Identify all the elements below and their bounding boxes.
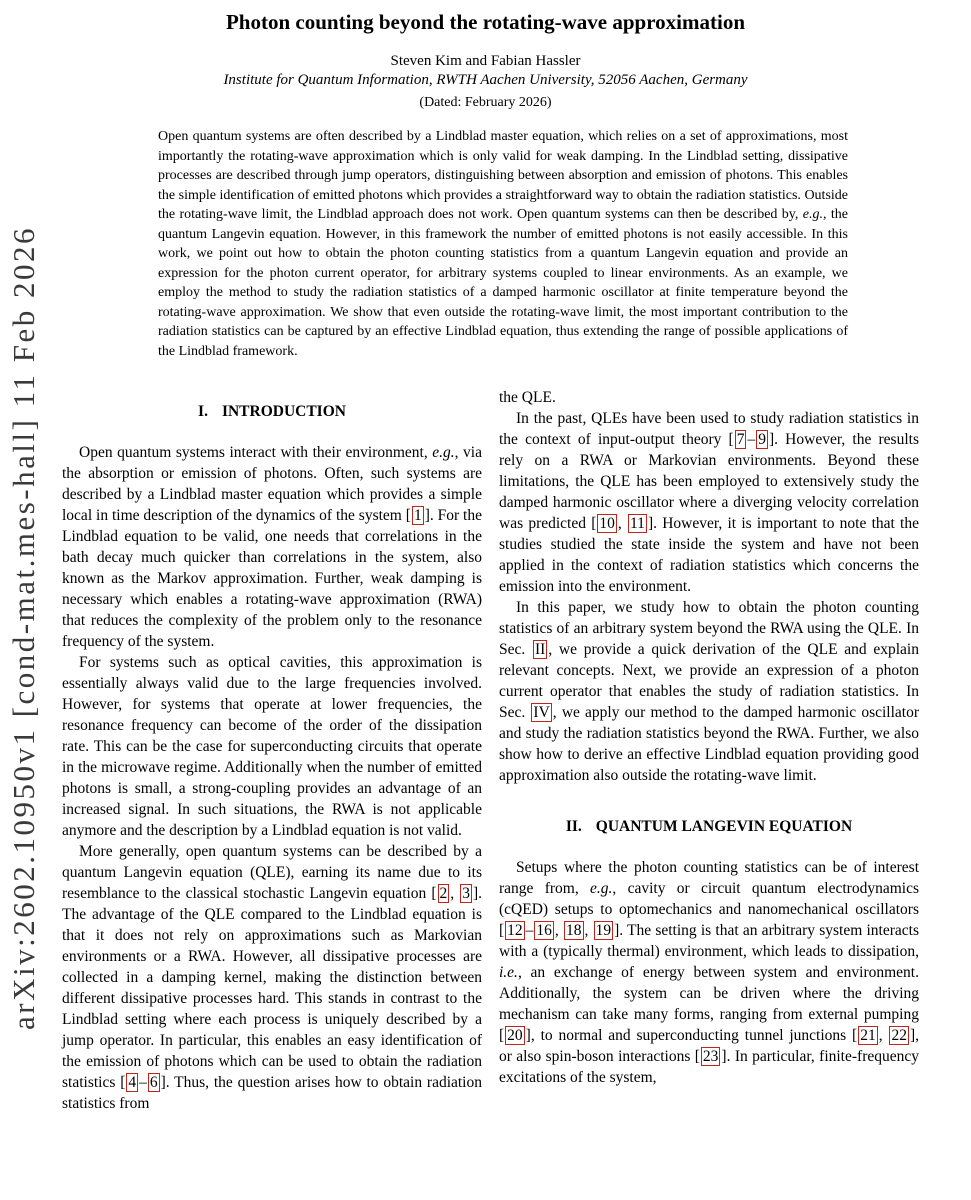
citation-link[interactable]: 3 — [462, 885, 470, 902]
citation-link[interactable]: 2 — [439, 885, 448, 902]
left-column — [62, 387, 482, 1114]
citation-link[interactable]: 16 — [536, 922, 552, 939]
section-title: QUANTUM LANGEVIN EQUATION — [595, 818, 853, 835]
citation-link[interactable]: 19 — [595, 922, 612, 939]
section-ref-link[interactable]: II — [534, 641, 546, 658]
section-number: II. — [565, 818, 582, 835]
citation-link[interactable]: 6 — [149, 1074, 158, 1091]
paragraph: Open quantum systems interact with their environment, e.g., via the absorption or emission of photons. Often, such systems are described by a Lindblad master equation which provides a simple local in time description of the dynamics of the system [ 1 ]. For the Lindblad equation to be valid, one needs that correlations in the bath decay much quicker than correlations in the system, also known as the Markov approximation. Further, weak damping is necessary which enables a rotating-wave approximation (RWA) that reduces the complexity of the problem only to the resonance frequency of the system. — [62, 444, 482, 650]
section-heading — [499, 816, 919, 837]
section-ref-link[interactable]: IV — [533, 704, 550, 721]
emphasis-text: e.g. — [590, 880, 613, 897]
authors-line: Steven Kim and Fabian Hassler — [390, 53, 581, 69]
citation-link[interactable]: 10 — [599, 515, 615, 532]
section-title: INTRODUCTION — [221, 403, 346, 420]
section-number: I. — [198, 403, 208, 420]
right-column — [499, 387, 919, 1114]
emphasis-text: e.g. — [802, 207, 823, 222]
citation-link[interactable]: 23 — [702, 1048, 719, 1065]
section-heading — [62, 401, 482, 422]
paragraph: For systems such as optical cavities, this approximation is essentially always valid due to the large frequencies involved. However, for systems that operate at lower frequencies, the resonance frequency can become of the order of the dissipation rate. This can be the case for superconducting circuits that operate in the microwave regime. Additionally when the number of emitted photons is small, a strong-coupling provides an advantage of an increased signal. In such situations, the RWA is not applicable anymore and the description by a Lindblad equation is not valid. — [62, 654, 482, 839]
citation-link[interactable]: 9 — [758, 431, 766, 448]
emphasis-text: e.g. — [432, 444, 455, 461]
paragraph: In this paper, we study how to obtain the photon counting statistics of an arbitrary system beyond the RWA using the QLE. In Sec. II , we provide a quick derivation of the QLE and explain relevant concepts. Next, we provide an expression of a photon current operator that enables the study of radiation statistics. In Sec. IV , we apply our method to the damped harmonic oscillator and study the radiation statistics beyond the RWA. Further, we also show how to derive an effective Lindblad equation providing good approximation also outside the rotating-wave limit. — [499, 599, 919, 784]
citation-link[interactable]: 12 — [507, 922, 523, 939]
citation-link[interactable]: 4 — [128, 1074, 137, 1091]
citation-link[interactable]: 21 — [860, 1027, 876, 1044]
affiliation-line: Institute for Quantum Information, RWTH Aachen University, 52056 Aachen, Germany — [223, 72, 748, 88]
citation-link[interactable]: 18 — [566, 922, 582, 939]
two-column-body — [62, 387, 971, 1114]
paragraph: In the past, QLEs have been used to study radiation statistics in the context of input-output theory [ 7 – 9 ]. However, the results rely on a RWA or Markovian environments. Beyond these limitations, the QLE has been employed to extensively study the damped harmonic oscillator where a diverging velocity correlation was predicted [ 10 , 11 ]. However, it is important to note that the studies studied the state inside the system and have not been applied in the context of radiation statistics which concerns the emission into the environment. — [499, 410, 919, 595]
date-line: (Dated: February 2026) — [419, 95, 552, 110]
paper-title: Photon counting beyond the rotating-wave approximation — [225, 10, 746, 34]
citation-link[interactable]: 11 — [630, 515, 645, 532]
paragraph: Setups where the photon counting statistics can be of interest range from, e.g., cavity or circuit quantum electrodynamics (cQED) setups to optomechanics and nanomechanical oscillators [ 12 – 16 , 18 , 19 ]. The setting is that an arbitrary system interacts with a (typically thermal) environment, which leads to dissipation, i.e., an exchange of energy between system and environment. Additionally, the system can be driven where the driving mechanism can take many forms, ranging from external pumping [ 20 ], to normal and superconducting tunnel junctions [ 21 , 22 ], or also spin-boson interactions [ 23 ]. In particular, finite-frequency excitations of the system, — [499, 859, 920, 1086]
arxiv-identifier-sidebar: arXiv:2602.10950v1 [cond-mat.mes-hall] 11 Feb 2026 — [6, 225, 41, 1030]
paragraph: More generally, open quantum systems can be described by a quantum Langevin equation (QLE), earning its name due to its resemblance to the classical stochastic Langevin equation [ 2 , 3 ]. The advantage of the QLE compared to the Lindblad equation is that it does not rely on approximations such as Markovian environments or a RWA. However, all dissipative processes are collected in a damping kernel, making the distinction between different dissipative processes hard. This stands in contrast to the Lindblad setting where each process is uniquely described by a jump operator. In particular, this enables an easy identification of the emission of photons which can be used to obtain the radiation statistics [ 4 – 6 ]. Thus, the question arises how to obtain radiation statistics from — [62, 843, 483, 1112]
abstract-text: Open quantum systems are often described by a Lindblad master equation, which relies on a set of approximations, most importantly the rotating-wave approximation which is only valid for weak damping. In the Lindblad setting, dissipative processes are described through jump operators, distinguishing between absorption and emission of photons. This enables the simple identification of emitted photons which provides a straightforward way to obtain the radiation statistics. Outside the rotating-wave limit, the Lindblad approach does not work. Open quantum systems can then be described by, e.g., the quantum Langevin equation. However, in this framework the number of emitted photons is not easily accessible. In this work, we point out how to obtain the photon counting statistics from a quantum Langevin equation and provide an expression for the photon current operator, for arbitrary systems coupled to linear environments. As an example, we employ the method to study the radiation statistics of a damped harmonic oscillator at finite temperature beyond the rotating-wave approximation. We show that even outside the rotating-wave limit, the most important contribution to the radiation statistics can be captured by an effective Lindblad equation, thus extending the range of possible applications of the Lindblad framework. — [158, 129, 848, 359]
citation-link[interactable]: 7 — [736, 431, 745, 448]
citation-link[interactable]: 22 — [891, 1027, 907, 1044]
paragraph: the QLE. — [499, 389, 556, 406]
citation-link[interactable]: 20 — [507, 1027, 523, 1044]
citation-link[interactable]: 1 — [413, 507, 422, 524]
emphasis-text: i.e. — [499, 964, 518, 981]
